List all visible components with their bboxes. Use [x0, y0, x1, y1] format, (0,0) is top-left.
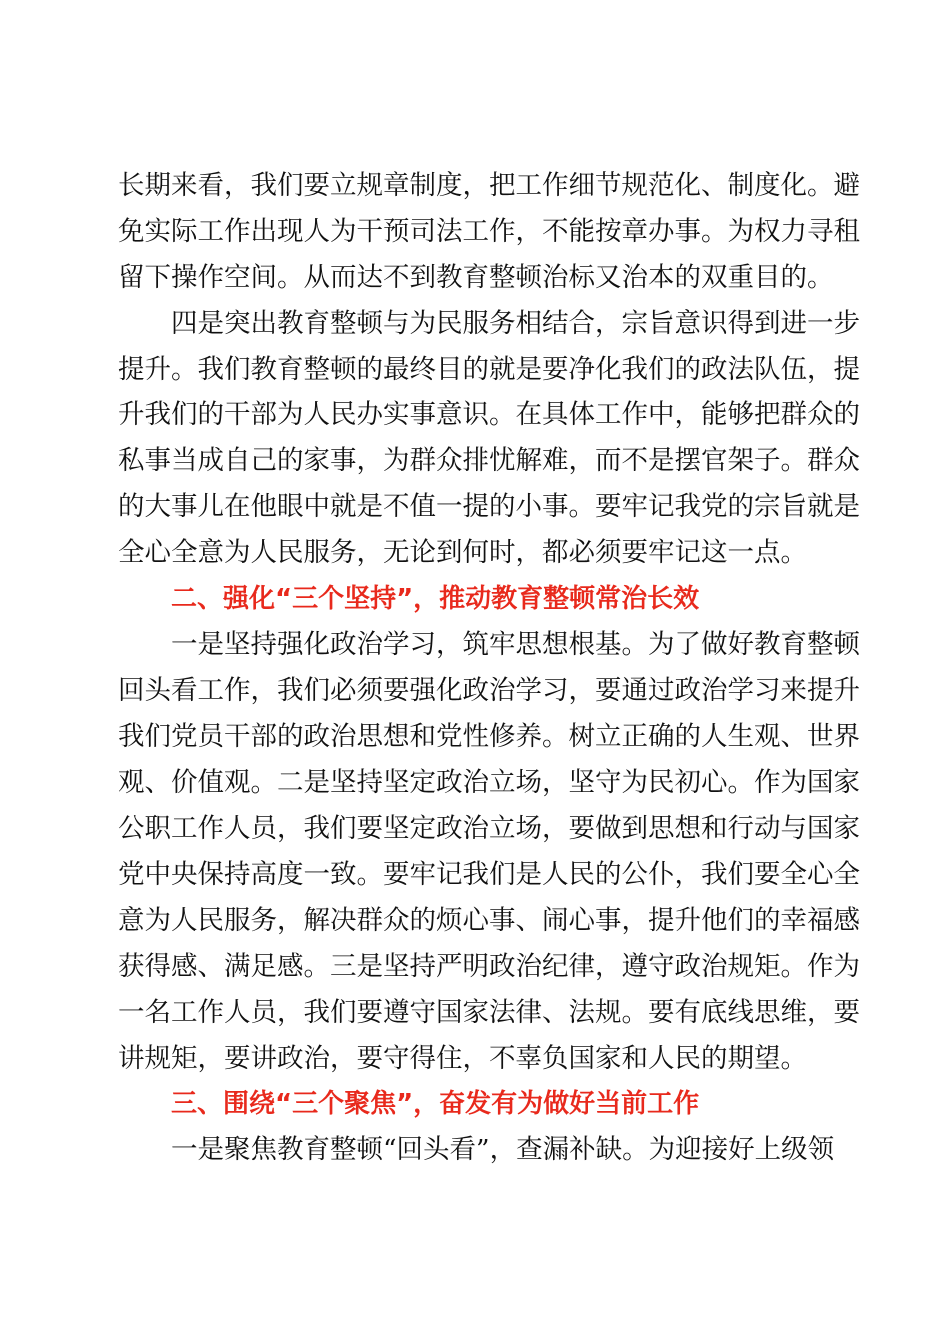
- paragraph-line: 的大事儿在他眼中就是不值一提的小事。要牢记我党的宗旨就是: [118, 491, 860, 522]
- paragraph-line: 回头看工作，我们必须要强化政治学习，要通过政治学习来提升: [118, 675, 860, 706]
- paragraph-line: 观、价值观。二是坚持坚定政治立场，坚守为民初心。作为国家: [118, 767, 860, 798]
- section-heading: 三、围绕“三个聚焦”，奋发有为做好当前工作: [171, 1089, 700, 1119]
- paragraph-line: 一名工作人员，我们要遵守国家法律、法规。要有底线思维，要: [118, 997, 860, 1028]
- paragraph-line: 全心全意为人民服务，无论到何时，都必须要牢记这一点。: [118, 537, 807, 568]
- paragraph-line: 留下操作空间。从而达不到教育整顿治标又治本的双重目的。: [118, 262, 834, 293]
- paragraph-line: 私事当成自己的家事，为群众排忧解难，而不是摆官架子。群众: [118, 445, 860, 476]
- paragraph-line: 长期来看，我们要立规章制度，把工作细节规范化、制度化。避: [118, 170, 860, 201]
- paragraph-line: 四是突出教育整顿与为民服务相结合，宗旨意识得到进一步: [171, 308, 860, 339]
- paragraph-line: 一是坚持强化政治学习，筑牢思想根基。为了做好教育整顿: [171, 629, 860, 660]
- paragraph-line: 获得感、满足感。三是坚持严明政治纪律，遵守政治规矩。作为: [118, 951, 860, 982]
- paragraph-line: 讲规矩，要讲政治，要守得住，不辜负国家和人民的期望。: [118, 1043, 807, 1074]
- paragraph-line: 免实际工作出现人为干预司法工作，不能按章办事。为权力寻租: [118, 216, 860, 247]
- paragraph-line: 一是聚焦教育整顿“回头看”，查漏补缺。为迎接好上级领: [171, 1134, 835, 1165]
- paragraph-line: 我们党员干部的政治思想和党性修养。树立正确的人生观、世界: [118, 721, 860, 752]
- paragraph-line: 提升。我们教育整顿的最终目的就是要净化我们的政法队伍，提: [118, 354, 860, 385]
- paragraph-line: 升我们的干部为人民办实事意识。在具体工作中，能够把群众的: [118, 399, 860, 430]
- paragraph-line: 意为人民服务，解决群众的烦心事、闹心事，提升他们的幸福感: [118, 905, 860, 936]
- section-heading: 二、强化“三个坚持”，推动教育整顿常治长效: [171, 584, 700, 614]
- paragraph-line: 党中央保持高度一致。要牢记我们是人民的公仆，我们要全心全: [118, 859, 860, 890]
- paragraph-line: 公职工作人员，我们要坚定政治立场，要做到思想和行动与国家: [118, 813, 860, 844]
